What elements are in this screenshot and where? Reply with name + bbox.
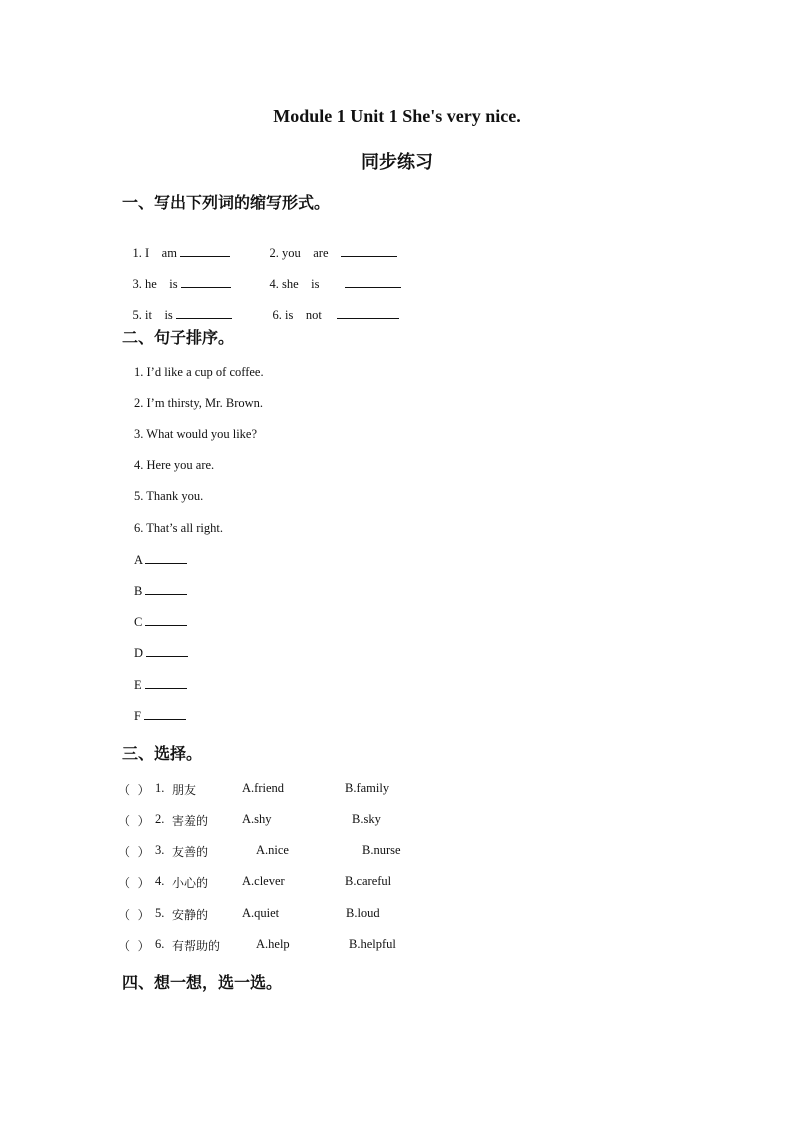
choice-option-a[interactable]: A.friend [242,781,284,795]
choice-option-a[interactable]: A.quiet [242,906,280,920]
sentence-6: 6. That’s all right. [134,521,223,535]
choice-paren[interactable]: （ ） [118,814,150,828]
choice-chinese: 有帮助的 [172,939,221,953]
choice-paren[interactable]: （ ） [118,908,150,922]
order-letter: B [134,584,143,598]
sentence-3: 3. What would you like? [134,427,258,441]
order-answer-e [134,677,187,693]
choice-paren[interactable]: （ ） [118,876,150,890]
section-4-heading: 四、想一想，选一选。 [122,973,283,992]
answer-blank[interactable] [337,307,399,319]
order-answer-d [134,645,188,661]
answer-blank[interactable] [145,614,187,626]
choice-chinese: 害羞的 [172,814,209,828]
choice-paren[interactable]: （ ） [118,783,150,797]
answer-blank[interactable] [145,677,187,689]
order-answer-f [134,708,186,724]
sentence-2: 2. I’m thirsty, Mr. Brown. [134,396,264,410]
item-number: 3. [132,277,142,291]
item-words: it is [145,308,173,322]
order-letter: C [134,615,143,629]
item-number: 6. [272,308,282,322]
section-2-heading: 二、句子排序。 [122,328,235,347]
contraction-item-6 [260,292,399,338]
page-title: Module 1 Unit 1 She's very nice. [273,106,521,126]
choice-chinese: 友善的 [172,845,209,859]
choice-paren[interactable]: （ ） [118,939,150,953]
choice-option-b[interactable]: B.loud [346,906,380,920]
choice-chinese: 朋友 [172,783,197,797]
choice-option-b[interactable]: B.nurse [362,843,401,857]
answer-blank[interactable] [144,708,186,720]
choice-option-b[interactable]: B.careful [345,874,392,888]
choice-number: 3. [155,843,165,857]
item-words: I am [145,246,177,260]
choice-chinese: 安静的 [172,908,209,922]
section-3-heading: 三、选择。 [122,744,203,763]
order-letter: F [134,709,141,723]
choice-number: 6. [155,937,165,951]
item-words: is not [285,308,322,322]
order-letter: D [134,646,144,660]
page-subtitle: 同步练习 [361,152,433,173]
choice-option-b[interactable]: B.helpful [349,937,396,951]
item-words: he is [145,277,178,291]
choice-option-a[interactable]: A.shy [242,812,272,826]
choice-option-b[interactable]: B.sky [352,812,381,826]
item-words: she is [282,277,320,291]
section-1-heading: 一、写出下列词的缩写形式。 [122,193,331,212]
answer-blank[interactable] [345,276,401,288]
item-number: 4. [269,277,279,291]
answer-blank[interactable] [145,583,187,595]
choice-option-a[interactable]: A.help [256,937,290,951]
order-letter: A [134,553,143,567]
order-answer-b [134,583,187,599]
item-number: 5. [132,308,142,322]
answer-blank[interactable] [146,645,188,657]
choice-number: 4. [155,874,165,888]
choice-option-a[interactable]: A.clever [242,874,285,888]
choice-paren[interactable]: （ ） [118,845,150,859]
order-answer-c [134,614,187,630]
answer-blank[interactable] [341,245,397,257]
choice-number: 2. [155,812,165,826]
order-answer-a [134,552,187,568]
item-number: 2. [269,246,279,260]
choice-number: 1. [155,781,165,795]
answer-blank[interactable] [181,276,231,288]
item-number: 1. [132,246,142,260]
answer-blank[interactable] [176,307,232,319]
choice-number: 5. [155,906,165,920]
choice-option-a[interactable]: A.nice [256,843,289,857]
sentence-1: 1. I’d like a cup of coffee. [134,365,264,379]
order-letter: E [134,678,142,692]
choice-option-b[interactable]: B.family [345,781,390,795]
sentence-4: 4. Here you are. [134,458,215,472]
item-words: you are [282,246,329,260]
answer-blank[interactable] [145,552,187,564]
answer-blank[interactable] [180,245,230,257]
choice-chinese: 小心的 [172,876,209,890]
sentence-5: 5. Thank you. [134,489,204,503]
